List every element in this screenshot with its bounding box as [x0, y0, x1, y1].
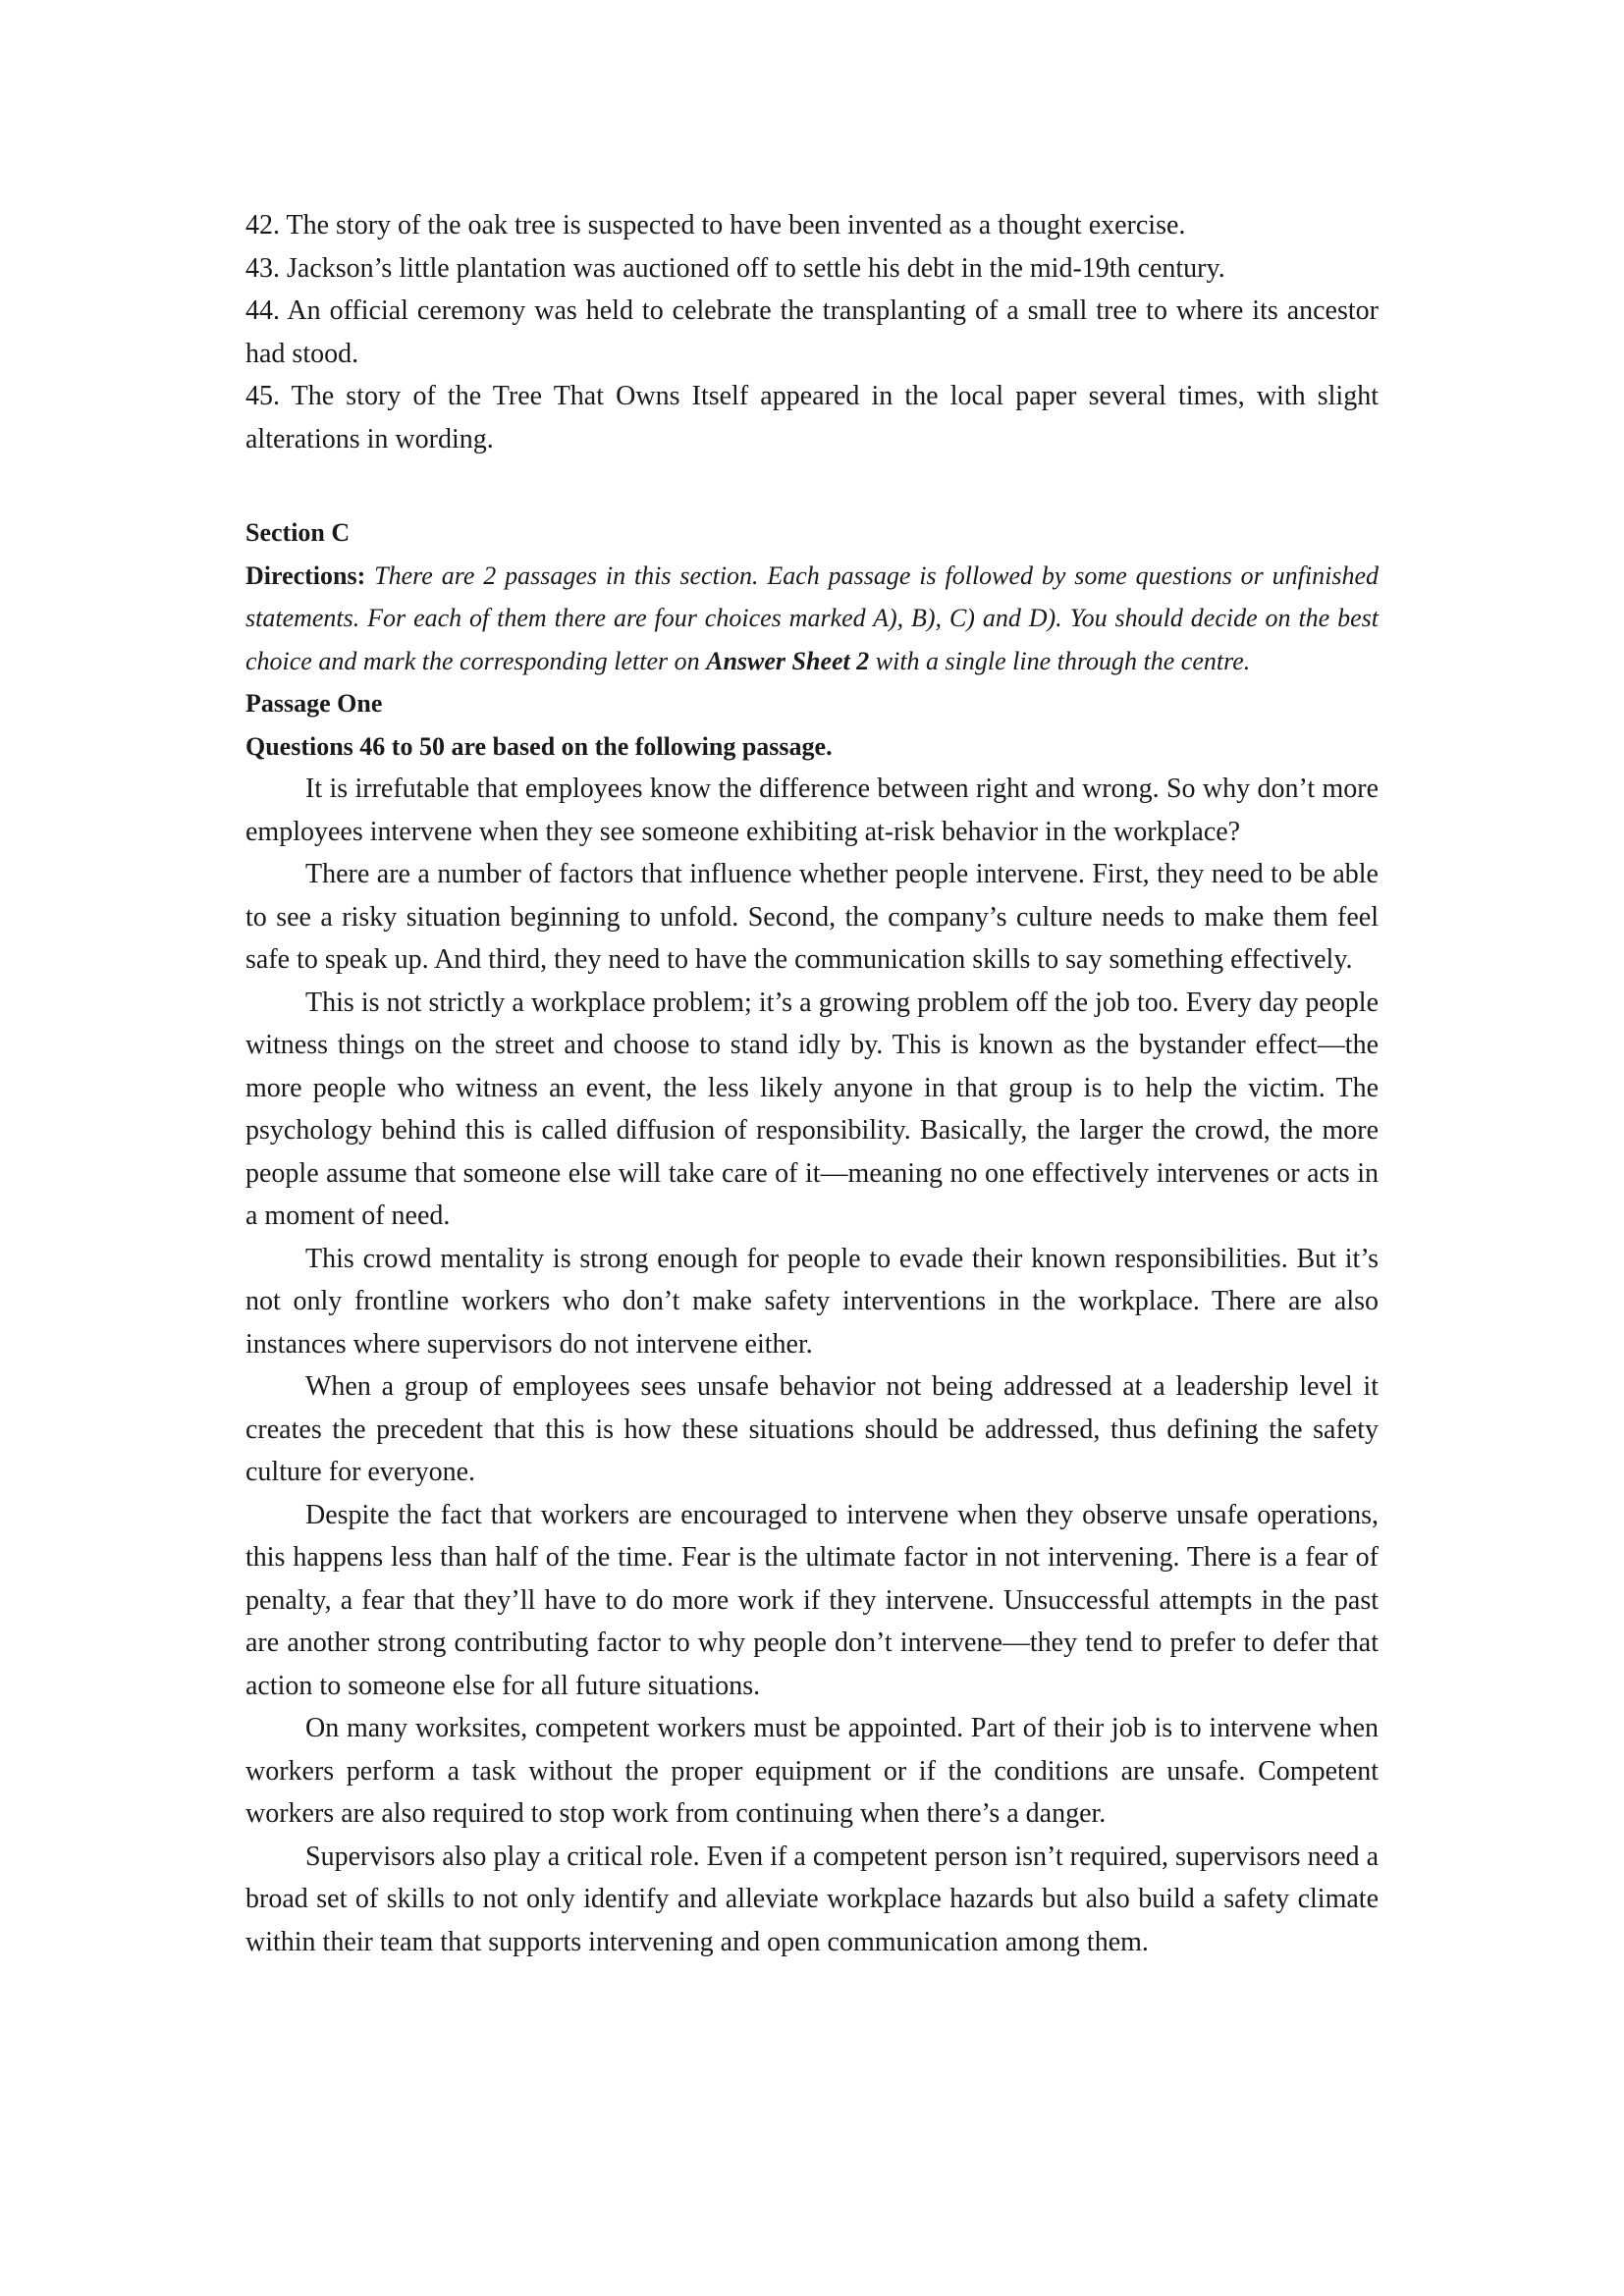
directions-text-1: There are 2 passages in this section. Each passage is followed by some questions or unfinished statements. For each of them there are four choices marked A), B), C) and D). You should decide on the best choice and mark the corresponding letter on — [245, 561, 1379, 675]
paragraph: On many worksites, competent workers must be appointed. Part of their job is to intervene when workers perform a task without the proper equipment or if the conditions are unsafe. Competent workers are also required to stop work from continuing when there’s a danger. — [245, 1713, 1379, 1829]
directions-answer-sheet: Answer Sheet 2 — [706, 646, 870, 675]
statement-43: 43. Jackson’s little plantation was auctioned off to settle his debt in the mid-19th century. — [245, 252, 1225, 284]
paragraph: Supervisors also play a critical role. Even if a competent person isn’t required, supervisors need a broad set of skills to not only identify and alleviate workplace hazards but also build a safety climate within their team that supports intervening and open communication among them. — [245, 1841, 1379, 1957]
statement-45: 45. The story of the Tree That Owns Itself appeared in the local paper several times, with slight alterations in wording. — [245, 381, 1379, 454]
directions — [245, 555, 1379, 683]
paragraph: There are a number of factors that influence whether people intervene. First, they need to be able to see a risky situation beginning to unfold. Second, the company’s culture needs to make them feel safe to speak up. And third, they need to have the communication skills to say something effectively. — [245, 859, 1379, 975]
paragraph: This crowd mentality is strong enough for people to evade their known responsibilities. But it’s not only frontline workers who don’t make safety interventions in the workplace. There are also instances where supervisors do not intervene either. — [245, 1243, 1379, 1360]
paragraph: Despite the fact that workers are encouraged to intervene when they observe unsafe operations, this happens less than half of the time. Fear is the ultimate factor in not intervening. There is a fear of penalty, a fear that they’ll have to do more work if they intervene. Unsuccessful attempts in the past are another strong contributing factor to why people don’t intervene—they tend to prefer to defer that action to someone else for all future situations. — [245, 1499, 1379, 1701]
statement-44: 44. An official ceremony was held to celebrate the transplanting of a small tree to where its ancestor had stood. — [245, 295, 1379, 369]
passage-body — [245, 768, 1379, 1963]
section-title: Section C — [245, 518, 351, 547]
statements-list — [245, 204, 1379, 460]
passage-title: Passage One — [245, 689, 383, 718]
statement-42: 42. The story of the oak tree is suspected to have been invented as a thought exercise. — [245, 210, 1186, 240]
directions-text-2: with a single line through the centre. — [869, 646, 1251, 675]
paragraph: When a group of employees sees unsafe behavior not being addressed at a leadership level it creates the precedent that this is how these situations should be addressed, thus defining the safety culture for everyone. — [245, 1371, 1379, 1487]
questions-line: Questions 46 to 50 are based on the following passage. — [245, 731, 833, 761]
paragraph: This is not strictly a workplace problem; it’s a growing problem off the job too. Every day people witness things on the street and choose to stand idly by. This is known as the bystander effect—the more people who witness an event, the less likely anyone in that group is to help the victim. The psychology behind this is called diffusion of responsibility. Basically, the larger the crowd, the more people assume that someone else will take care of it—meaning no one effectively intervenes or acts in a moment of need. — [245, 987, 1379, 1231]
paragraph: It is irrefutable that employees know the difference between right and wrong. So why don’t more employees intervene when they see someone exhibiting at-risk behavior in the workplace? — [245, 774, 1379, 847]
directions-label: Directions: — [245, 561, 366, 590]
document-page — [245, 204, 1379, 1963]
